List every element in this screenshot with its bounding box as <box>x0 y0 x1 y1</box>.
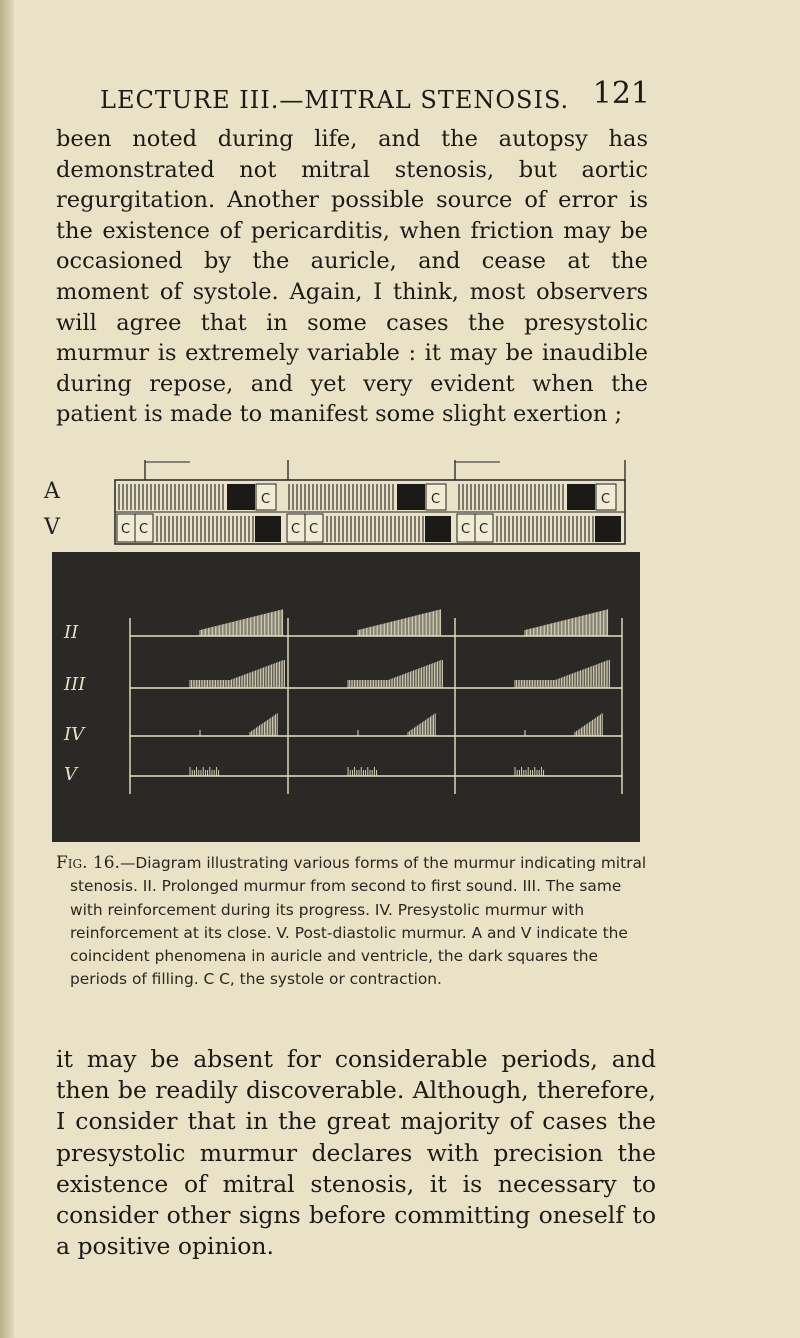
ventricle-filling-block <box>425 516 451 542</box>
murmur-diagram <box>30 422 640 842</box>
auricle-ventricle-timeline <box>115 460 625 544</box>
contraction-label: C <box>261 492 271 507</box>
auricle-filling-block <box>397 484 425 510</box>
contraction-label: C <box>479 522 489 537</box>
contraction-label: C <box>601 492 611 507</box>
contraction-label: C <box>461 522 471 537</box>
caption-text: —Diagram illustrating various forms of the murmur indicating mitral stenosis. II. Prolonged murmur from second to first sound. III. The same with reinforcement during its progress. IV. Presystolic murmur with reinforcement at its close. V. Post-diastolic murmur. A and V indicate the coincident phenomena in auricle and ventricle, the dark squares the periods of filling. C C, the systole or contraction. <box>70 854 647 989</box>
row-label-v-postdiastolic: V <box>64 764 77 785</box>
contraction-label: C <box>139 522 149 537</box>
row-label-iii: III <box>64 674 86 695</box>
contraction-label: C <box>291 522 301 537</box>
murmur-panel-background <box>52 552 640 842</box>
row-label-a: A <box>44 479 60 504</box>
ventricle-filling-block <box>595 516 621 542</box>
page-number: 121 <box>592 76 650 111</box>
row-label-iv: IV <box>64 724 85 745</box>
auricle-filling-block <box>227 484 255 510</box>
body-paragraph-2: it may be absent for considerable periods, and then be readily discoverable. Although, therefore, I consider that in the great majority of cases the presystolic murmur declares with precision the existence of mitral stenosis, it is necessary to consider other signs before committing oneself to a positive opinion. <box>56 1045 656 1261</box>
book-spine-shadow <box>0 0 14 1338</box>
running-header <box>100 76 660 116</box>
body-paragraph-1: been noted during life, and the autopsy has demonstrated not mitral stenosis, but aortic regurgitation. Another possible source of error is the existence of pericarditis, when friction may be occasioned by the auricle, and cease at the moment of systole. Again, I think, most observers will agree that in some cases the presystolic murmur is extremely variable : it may be inaudible during repose, and yet very evident when the patient is made to manifest some slight exertion ; <box>56 126 648 428</box>
contraction-label: C <box>309 522 319 537</box>
auricle-filling-block <box>567 484 595 510</box>
row-label-v: V <box>44 515 60 540</box>
figure-caption <box>56 852 651 992</box>
contraction-label: C <box>121 522 131 537</box>
contraction-label: C <box>431 492 441 507</box>
caption-label: Fig. 16. <box>56 853 120 873</box>
header-title: LECTURE III.—MITRAL STENOSIS. <box>100 86 570 114</box>
ventricle-filling-block <box>255 516 281 542</box>
row-label-ii: II <box>64 622 79 643</box>
